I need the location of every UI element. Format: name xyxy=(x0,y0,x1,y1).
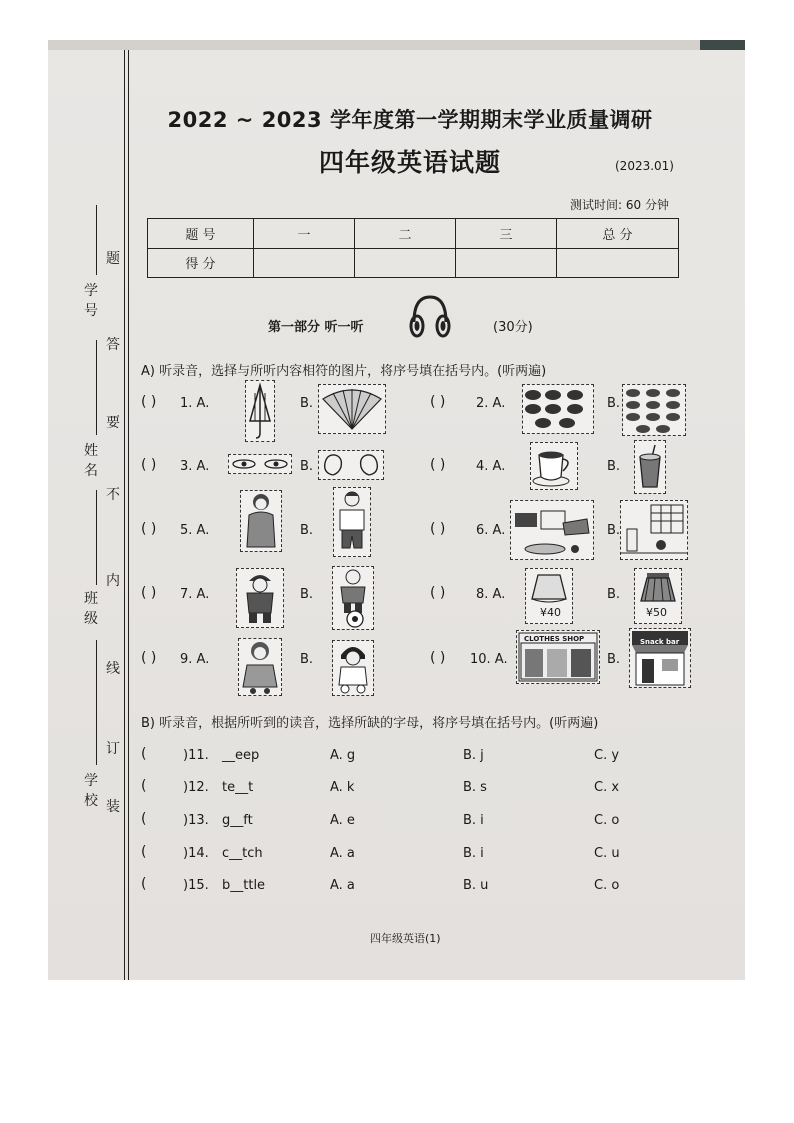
score-label-cell: 得 分 xyxy=(148,248,254,278)
score-cell[interactable] xyxy=(456,248,557,278)
bathroom-icon[interactable] xyxy=(620,500,688,560)
snack-bar-icon[interactable] xyxy=(629,628,691,688)
question-10-label: 10. A. xyxy=(470,652,508,667)
question-6-label: 6. A. xyxy=(476,523,506,538)
option-b-label: B. xyxy=(607,396,621,411)
option-b: B. j xyxy=(463,748,484,763)
answer-paren-6[interactable]: ( ) xyxy=(430,521,446,537)
option-b-label: B. xyxy=(607,523,621,538)
binding-label-school: 学校 xyxy=(84,773,98,809)
answer-paren-7[interactable]: ( ) xyxy=(141,585,157,601)
seal-char: 装 xyxy=(106,799,120,815)
answer-paren-9[interactable]: ( ) xyxy=(141,650,157,666)
test-time: 测试时间: 60 分钟 xyxy=(570,198,669,212)
boy-icon[interactable] xyxy=(333,487,371,557)
section-a-instruction: A) 听录音，选择与所听内容相符的图片，将序号填在括号内。(听两遍) xyxy=(141,364,547,379)
price-label: ¥50 xyxy=(646,606,667,619)
question-15-label: )15. xyxy=(183,878,209,893)
option-b: B. s xyxy=(463,780,487,795)
answer-paren-12[interactable]: ( xyxy=(141,778,147,794)
blank-school[interactable] xyxy=(96,640,97,765)
score-cell[interactable] xyxy=(254,248,355,278)
option-b-label: B. xyxy=(607,459,621,474)
question-4-label: 4. A. xyxy=(476,459,506,474)
question-9-label: 9. A. xyxy=(180,652,210,667)
question-12-label: )12. xyxy=(183,780,209,795)
seal-char: 要 xyxy=(106,415,120,431)
question-7-label: 7. A. xyxy=(180,587,210,602)
option-b: B. u xyxy=(463,878,489,893)
blank-id[interactable] xyxy=(96,205,97,275)
score-cell[interactable] xyxy=(557,248,679,278)
score-header-cell: 题 号 xyxy=(148,219,254,249)
doll-boy-icon[interactable] xyxy=(332,640,374,696)
score-header-cell: 三 xyxy=(456,219,557,249)
option-c: C. o xyxy=(594,878,620,893)
seal-char: 内 xyxy=(106,573,120,589)
question-14-word: c__tch xyxy=(222,846,263,861)
score-header-cell: 总 分 xyxy=(557,219,679,249)
answer-paren-14[interactable]: ( xyxy=(141,844,147,860)
exam-date: (2023.01) xyxy=(615,159,674,173)
part-points: (30分) xyxy=(493,320,533,335)
fan-icon[interactable] xyxy=(318,384,386,434)
headphone-icon xyxy=(407,292,453,344)
option-b: B. i xyxy=(463,813,484,828)
score-header-cell: 二 xyxy=(355,219,456,249)
answer-paren-15[interactable]: ( xyxy=(141,876,147,892)
option-b: B. i xyxy=(463,846,484,861)
score-cell[interactable] xyxy=(355,248,456,278)
binding-label-id: 学号 xyxy=(84,283,98,319)
question-14-label: )14. xyxy=(183,846,209,861)
answer-paren-2[interactable]: ( ) xyxy=(430,394,446,410)
score-table xyxy=(147,218,679,278)
seal-char: 订 xyxy=(106,741,120,757)
shop-sign: Snack bar xyxy=(640,638,680,646)
option-b-label: B. xyxy=(300,523,314,538)
answer-paren-8[interactable]: ( ) xyxy=(430,585,446,601)
boy-football-icon[interactable] xyxy=(332,566,374,630)
option-c: C. y xyxy=(594,748,620,763)
option-a: A. g xyxy=(330,748,356,763)
umbrella-icon[interactable] xyxy=(245,380,275,442)
option-a: A. k xyxy=(330,780,355,795)
exam-title: 2022 ~ 2023 学年度第一学期期末学业质量调研 xyxy=(167,108,653,132)
answer-paren-11[interactable]: ( xyxy=(141,746,147,762)
doll-skier-icon[interactable] xyxy=(236,568,284,628)
question-11-word: __eep xyxy=(222,748,260,763)
answer-paren-13[interactable]: ( xyxy=(141,811,147,827)
seal-char: 线 xyxy=(106,661,120,677)
seal-char: 答 xyxy=(106,337,120,353)
option-a: A. a xyxy=(330,878,355,893)
question-13-label: )13. xyxy=(183,813,209,828)
answer-paren-3[interactable]: ( ) xyxy=(141,457,157,473)
option-c: C. o xyxy=(594,813,620,828)
option-c: C. x xyxy=(594,780,620,795)
answer-paren-1[interactable]: ( ) xyxy=(141,394,157,410)
doll-girl-icon[interactable] xyxy=(238,638,282,696)
binding-label-class: 班级 xyxy=(84,591,98,627)
answer-paren-10[interactable]: ( ) xyxy=(430,650,446,666)
ears-icon[interactable] xyxy=(318,450,384,480)
option-b-label: B. xyxy=(300,652,314,667)
option-b-label: B. xyxy=(300,587,314,602)
binding-label-name: 姓名 xyxy=(84,443,98,479)
juice-glass-icon[interactable] xyxy=(634,440,666,494)
option-b-label: B. xyxy=(607,587,621,602)
blank-class[interactable] xyxy=(96,490,97,585)
option-b-label: B. xyxy=(607,652,621,667)
question-2-label: 2. A. xyxy=(476,396,506,411)
question-5-label: 5. A. xyxy=(180,523,210,538)
answer-paren-4[interactable]: ( ) xyxy=(430,457,446,473)
binding-line-right xyxy=(128,50,129,980)
caps-icon[interactable] xyxy=(522,384,594,434)
section-b-instruction: B) 听录音，根据所听到的读音，选择所缺的字母，将序号填在括号内。(听两遍) xyxy=(141,716,599,731)
question-11-label: )11. xyxy=(183,748,209,763)
option-b-label: B. xyxy=(300,396,314,411)
question-13-word: g__ft xyxy=(222,813,253,828)
question-8-label: 8. A. xyxy=(476,587,506,602)
option-a: A. a xyxy=(330,846,355,861)
woman-icon[interactable] xyxy=(240,490,282,552)
seal-char: 题 xyxy=(106,251,120,267)
living-room-icon[interactable] xyxy=(510,500,594,560)
question-12-word: te__t xyxy=(222,780,254,795)
eyes-icon[interactable] xyxy=(228,454,292,474)
caps-icon[interactable] xyxy=(622,384,686,436)
score-header-cell: 一 xyxy=(254,219,355,249)
exam-subtitle: 四年级英语试题 xyxy=(318,148,501,177)
question-15-word: b__ttle xyxy=(222,878,266,893)
coffee-cup-icon[interactable] xyxy=(530,442,578,490)
page-footer: 四年级英语(1) xyxy=(370,932,441,945)
seal-char: 不 xyxy=(106,487,120,503)
question-3-label: 3. A. xyxy=(180,459,210,474)
blank-name[interactable] xyxy=(96,340,97,435)
binding-line-left xyxy=(124,50,125,980)
option-b-label: B. xyxy=(300,459,314,474)
part-title: 第一部分 听一听 xyxy=(268,320,364,335)
option-a: A. e xyxy=(330,813,355,828)
question-1-label: 1. A. xyxy=(180,396,210,411)
shop-sign: CLOTHES SHOP xyxy=(524,635,585,643)
price-label: ¥40 xyxy=(540,606,561,619)
option-c: C. u xyxy=(594,846,620,861)
answer-paren-5[interactable]: ( ) xyxy=(141,521,157,537)
